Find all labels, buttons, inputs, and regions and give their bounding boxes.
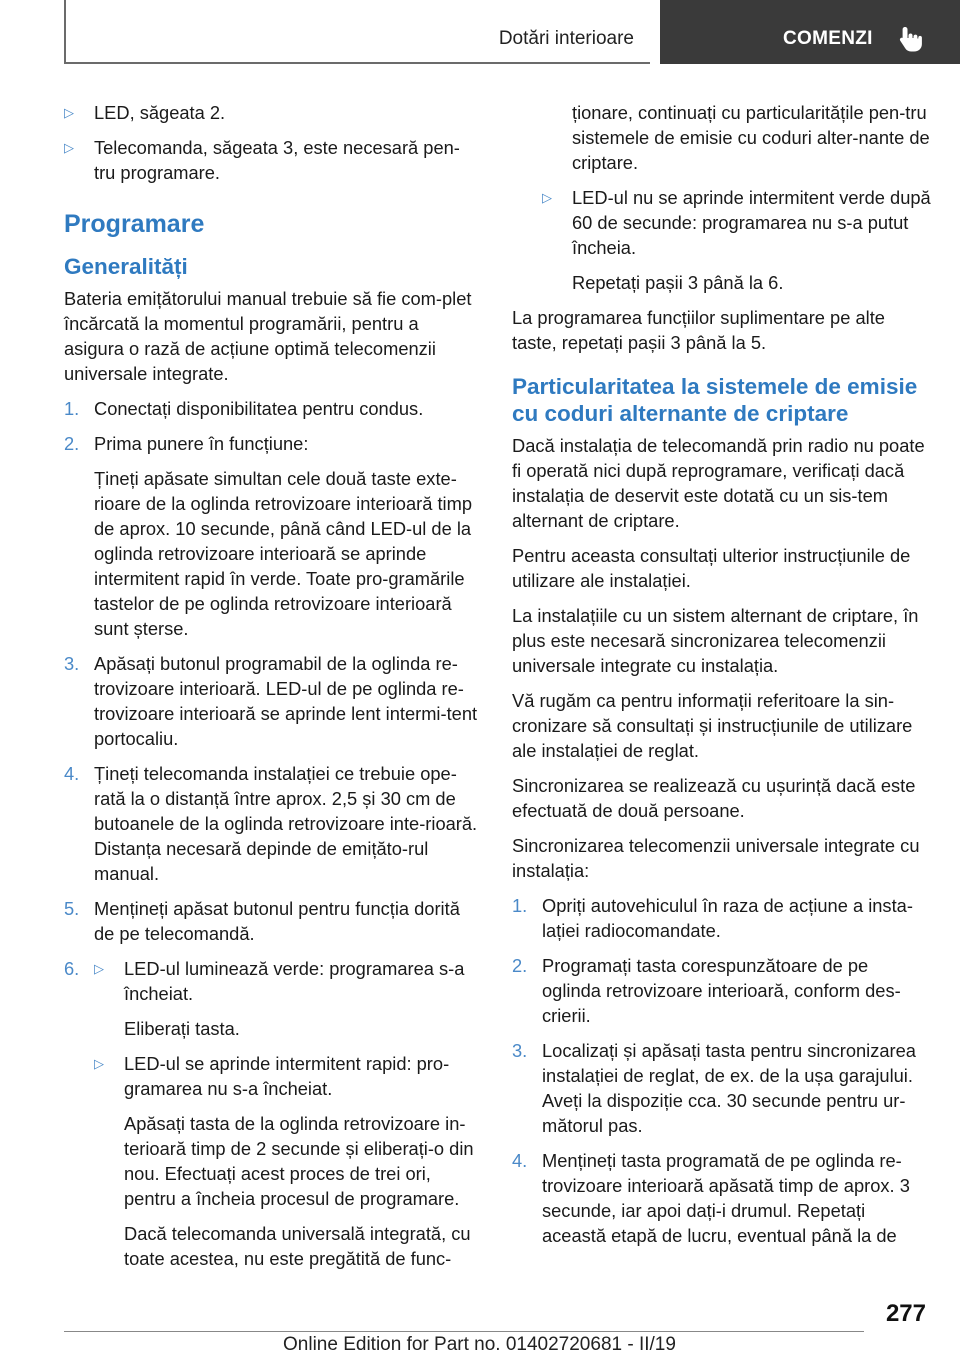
step-detail: Țineți apăsate simultan cele două taste exte-rioare de la oglinda retrovizoare interioară timp de aprox. 10 secunde, până când LED-ul de la oglinda retrovizoare interioară se aprinde intermitent rapid în verde. Toate pro-gramările tastelor de pe oglinda retrovizoare interioară sunt șterse. [94,468,473,639]
right-column [512,100,932,1258]
footer-divider [64,1331,864,1332]
header-underline [64,62,650,64]
step-number: 6. [64,958,80,979]
intro-paragraph: Bateria emițătorului manual trebuie să fie com-plet încărcată la momentul programării, pentru a asigura o rază de acțiune optimă telecomenzii universale integrate. [64,288,472,384]
page-number: 277 [885,1300,926,1327]
header-section-title: Dotări interioare [498,28,634,49]
paragraph: La instalațiile cu un sistem alternant de criptare, în plus este necesară sincronizarea telecomenzii universale integrate cu instalația. [512,605,919,676]
triangle-bullet-icon: ▷ [542,190,552,205]
step-number: 2. [512,955,528,976]
step-item: 4. Mențineți tasta programată de pe oglinda re-trovizoare interioară apăsată timp de aprox. 3 secunde, iar apoi dați-i drumul. Repetați această etapă de lucru, eventual până la de [512,1150,910,1246]
paragraph: La programarea funcțiilor suplimentare pe alte taste, repetați pașii 3 până la 5. [512,307,885,353]
footer-edition-text: Online Edition for Part no. 01402720681 - II/19 [283,1334,676,1355]
step-number: 2. [64,433,80,454]
list-item: ▷ LED-ul se aprinde intermitent rapid: pro-gramarea nu s-a încheiat. [94,1053,450,1099]
paragraph: Dacă instalația de telecomandă prin radio nu poate fi operată nici după reprogramare, verificați dacă instalația de deservit este dotată cu un sis-tem alternant de criptare. [512,435,925,531]
left-column [64,100,480,1281]
continued-text: ționare, continuați cu particularitățile pen-tru sistemele de emisie cu coduri alter-nante de criptare. [572,102,930,173]
step-number: 4. [512,1150,528,1171]
step-item: 4. Țineți telecomanda instalației ce trebuie ope-rată la o distanță între aprox. 2,5 și 30 cm de butoanele de la oglinda retrovizoare inte-rioară. Distanța necesară depinde de emițăto-rul manual. [64,763,478,884]
step-item: 2. Programați tasta corespunzătoare de pe oglinda retrovizoare interioară, conform des-crierii. [512,955,901,1026]
step-detail: Dacă telecomanda universală integrată, cu toate acestea, nu este pregătită de func- [124,1223,471,1269]
step-detail: Apăsați tasta de la oglinda retrovizoare in-terioară timp de 2 secunde și eliberați-o din nou. Efectuați acest proces de trei ori, pentru a încheia procesul de programare. [124,1113,474,1209]
paragraph: Sincronizarea telecomenzii universale integrate cu instalația: [512,835,920,881]
step-number: 1. [512,895,528,916]
step-item: 1. Opriți autovehiculul în raza de acțiune a insta-lației radiocomandate. [512,895,913,941]
list-item: ▷ Telecomanda, săgeata 3, este necesară pen-tru programare. [64,137,460,183]
step-detail: Repetați pașii 3 până la 6. [572,272,784,293]
step-item: 3. Apăsați butonul programabil de la oglinda re-trovizoare interioară. LED-ul de pe oglinda re-trovizoare interioară se aprinde lent intermi-tent portocaliu. [64,653,478,749]
list-item: ▷ LED, săgeata 2. [64,102,226,123]
paragraph: Sincronizarea se realizează cu ușurință dacă este efectuată de două persoane. [512,775,916,821]
paragraph: Vă rugăm ca pentru informații referitoare la sin-cronizare să consultați și instrucțiunile de utilizare ale instalației de reglat. [512,690,913,761]
triangle-bullet-icon: ▷ [94,1056,104,1071]
section-heading: Programare [64,210,205,238]
paragraph: Pentru aceasta consultați ulterior instrucțiunile de utilizare ale instalației. [512,545,911,591]
step-item: 6. ▷ LED-ul luminează verde: programarea s-a încheiat. [64,958,465,1004]
list-item: ▷ LED-ul nu se aprinde intermitent verde după 60 de secunde: programarea nu s-a putut încheia. [542,187,931,258]
step-number: 3. [512,1040,528,1061]
chapter-tab-label[interactable]: COMENZI [783,28,873,49]
subsection-heading: Generalități [64,254,188,279]
step-item: 5. Mențineți apăsat butonul pentru funcția dorită de pe telecomandă. [64,898,460,944]
step-number: 1. [64,398,80,419]
step-item: 3. Localizați și apăsați tasta pentru sincronizarea instalației de reglat, de ex. de la ușa garajului. Aveți la dispoziție cca. 30 secunde pentru ur-mătorul pas. [512,1040,916,1136]
step-item: 1. Conectați disponibilitatea pentru condus. [64,398,424,419]
triangle-bullet-icon: ▷ [94,961,104,976]
step-number: 4. [64,763,80,784]
step-number: 5. [64,898,80,919]
hand-pointer-icon [896,24,926,54]
triangle-bullet-icon: ▷ [64,105,74,120]
step-number: 3. [64,653,80,674]
header-divider-left [64,0,66,64]
step-detail: Eliberați tasta. [124,1018,240,1039]
triangle-bullet-icon: ▷ [64,140,74,155]
subsection-heading: Particularitatea la sistemele de emisie cu coduri alternante de criptare [512,374,918,426]
step-item: 2. Prima punere în funcțiune: [64,433,309,454]
